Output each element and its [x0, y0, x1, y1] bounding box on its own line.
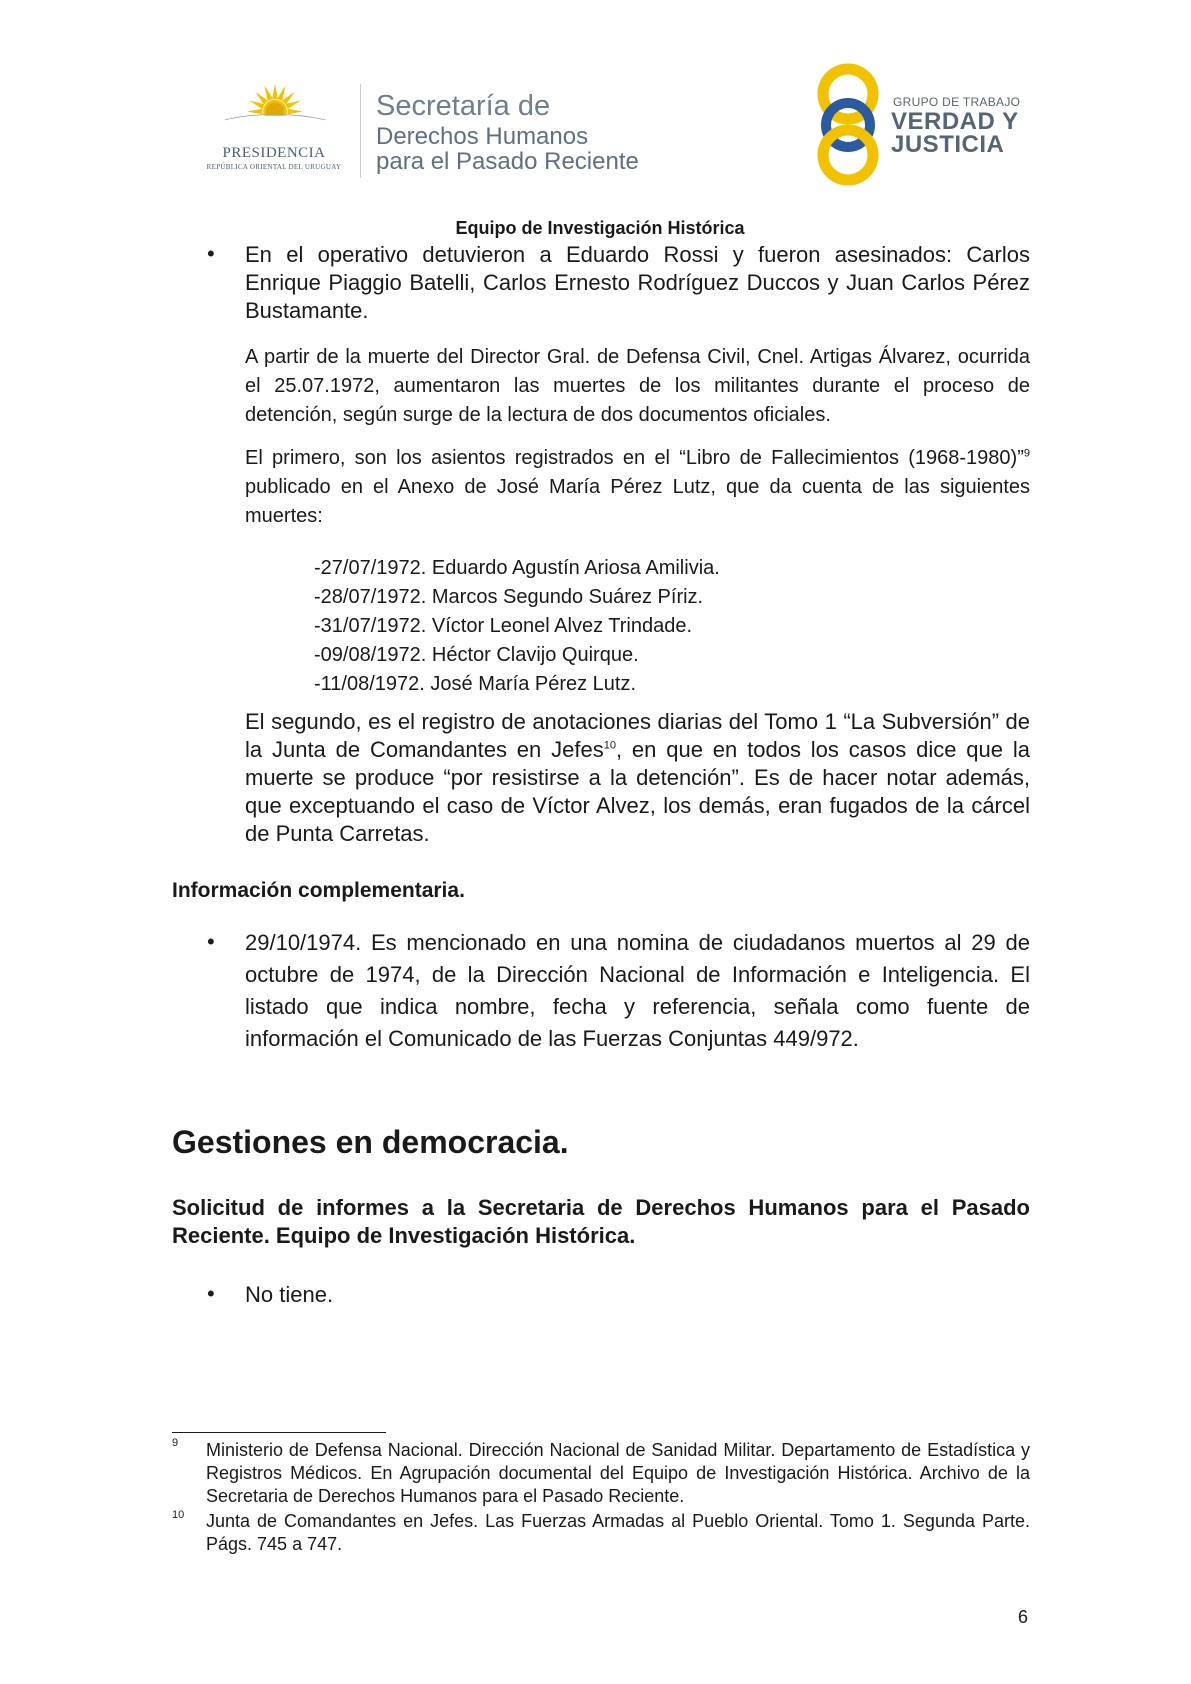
- footnote-text: Ministerio de Defensa Nacional. Dirección Nacional de Sanidad Militar. Departamento de Estadística y Registros Médicos. En Agrupación documental del Equipo de Investigación Histórica. Archivo de la Secretaria de Derechos Humanos para el Pasado Reciente.: [206, 1440, 1030, 1506]
- bullet1-text: En el operativo detuvieron a Eduardo Rossi y fueron asesinados: Carlos Enrique Piaggio Batelli, Carlos Ernesto Rodríguez Duccos y Juan Carlos Pérez Bustamante.: [245, 242, 1030, 323]
- solicitud-heading: Solicitud de informes a la Secretaria de Derechos Humanos para el Pasado Reciente. Equipo de Investigación Histórica.: [172, 1195, 1030, 1248]
- paragraph-3-text-cont: , en que en todos los casos dice que la muerte se produce “por resistirse a la detención”. Es de hacer notar además, que exceptuando el caso de Víctor Alvez, los demás, eran fugados de la cárcel de Punta Carretas.: [245, 737, 1030, 846]
- justicia-label: JUSTICIA: [891, 131, 1005, 158]
- paragraph-2-text: El primero, son los asientos registrados en el “Libro de Fallecimientos (1968-1980)”: [245, 447, 1024, 469]
- verdad-label: VERDAD Y: [891, 108, 1019, 135]
- paragraph-3-text: El segundo, es el registro de anotaciones diarias del Tomo 1 “La Subversión” de la Junta de Comandantes en Jefes: [245, 709, 1030, 762]
- secretaria-line1: Secretaría de: [376, 90, 551, 122]
- gestiones-heading: Gestiones en democracia.: [172, 1124, 569, 1160]
- death-entry: -31/07/1972. Víctor Leonel Alvez Trindade.: [314, 615, 693, 637]
- paragraph-2: [245, 444, 1030, 531]
- secretaria-line2: Derechos Humanos: [376, 123, 589, 150]
- bullet-marker: •: [207, 929, 215, 954]
- death-entry: -28/07/1972. Marcos Segundo Suárez Píriz.: [314, 586, 704, 608]
- footnote-ref-9: 9: [1023, 447, 1030, 460]
- grupo-trabajo-label: GRUPO DE TRABAJO: [893, 95, 1021, 109]
- death-entry: -11/08/1972. José María Pérez Lutz.: [314, 673, 637, 695]
- header-divider: [360, 84, 361, 178]
- bullet-marker: •: [207, 241, 215, 266]
- sun-emblem-icon: [195, 80, 355, 150]
- paragraph-2-text-cont: publicado en el Anexo de José María Pérez Lutz, que da cuenta de las siguientes muertes:: [245, 476, 1030, 527]
- paragraph-1: A partir de la muerte del Director Gral. de Defensa Civil, Cnel. Artigas Álvarez, ocurrida el 25.07.1972, aumentaron las muertes de los militantes durante el proceso de detención, según surge de la lectura de dos documentos oficiales.: [245, 346, 1030, 426]
- footnote-ref-10: 10: [603, 739, 616, 752]
- footnote-text: Junta de Comandantes en Jefes. Las Fuerzas Armadas al Pueblo Oriental. Tomo 1. Segunda Parte. Págs. 745 a 747.: [206, 1511, 1030, 1554]
- paragraph-3: [245, 708, 1030, 848]
- footnote-separator: [172, 1432, 386, 1433]
- footnote-number: 9: [172, 1437, 179, 1449]
- team-title: Equipo de Investigación Histórica: [455, 218, 745, 238]
- secretaria-line3: para el Pasado Reciente: [376, 148, 639, 175]
- no-tiene-text: No tiene.: [245, 1282, 334, 1307]
- presidencia-label: PRESIDENCIA: [222, 145, 326, 161]
- info-bullet-text: 29/10/1974. Es mencionado en una nomina de ciudadanos muertos al 29 de octubre de 1974, de la Dirección Nacional de Información e Inteligencia. El listado que indica nombre, fecha y referencia, señala como fuente de información el Comunicado de las Fuerzas Conjuntas 449/972.: [245, 930, 1030, 1051]
- footnote-number: 10: [172, 1509, 185, 1521]
- bullet-marker: •: [207, 1281, 215, 1306]
- page-number: 6: [1018, 1607, 1029, 1627]
- info-heading: Información complementaria.: [172, 879, 465, 902]
- linked-rings-icon: [810, 62, 892, 186]
- death-entry: -27/07/1972. Eduardo Agustín Ariosa Amilivia.: [314, 557, 720, 579]
- death-entry: -09/08/1972. Héctor Clavijo Quirque.: [314, 644, 639, 666]
- presidencia-subtitle: REPÚBLICA ORIENTAL DEL URUGUAY: [206, 163, 342, 171]
